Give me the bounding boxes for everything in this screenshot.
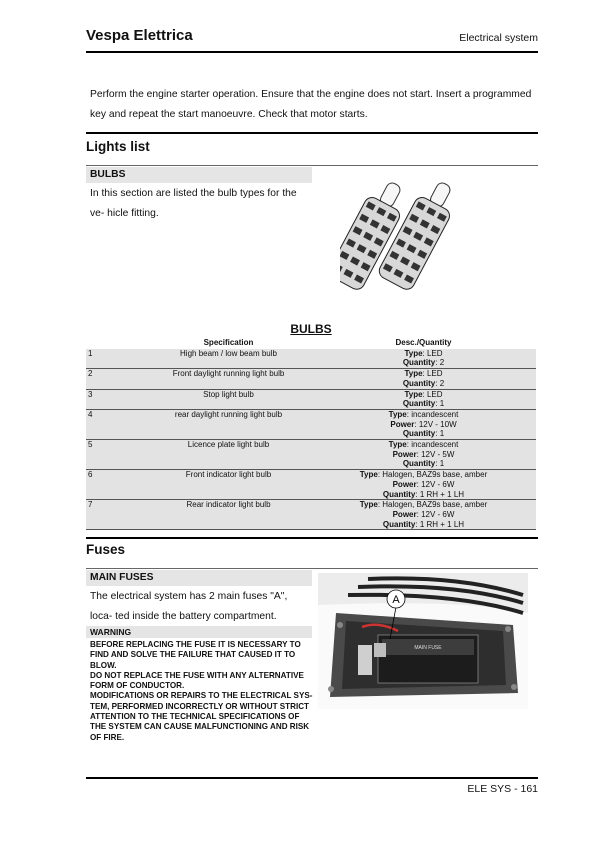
table-row <box>86 500 536 530</box>
desc-quantity-cell <box>311 369 536 389</box>
row-number: 6 <box>86 470 146 500</box>
desc-key: Power <box>392 479 417 489</box>
desc-value: Halogen, BAZ9s base, amber <box>382 470 488 480</box>
warning-line: BEFORE REPLACING THE FUSE IT IS NECESSARY TO <box>90 640 301 649</box>
row-number: 4 <box>86 409 146 439</box>
desc-key: Power <box>392 509 417 519</box>
desc-line: Type: LED <box>404 389 443 399</box>
desc-value: 12V - 6W <box>421 509 455 519</box>
warning-label: WARNING <box>86 626 312 638</box>
desc-key: Quantity <box>382 519 416 529</box>
specification-cell: rear daylight running light bulb <box>146 409 311 439</box>
desc-value: Halogen, BAZ9s base, amber <box>382 500 488 510</box>
specification-cell: High beam / low beam bulb <box>146 349 311 369</box>
column-header-desc-quantity: Desc./Quantity <box>395 338 452 347</box>
desc-key: Power <box>392 449 417 459</box>
desc-line: Quantity: 2 <box>402 378 445 388</box>
bulbs-table <box>86 337 536 530</box>
desc-value: 1 <box>439 399 445 409</box>
section-rule <box>86 132 538 134</box>
led-bulbs-image <box>340 178 470 308</box>
desc-key: Power <box>390 419 415 429</box>
specification-cell: Front indicator light bulb <box>146 470 311 500</box>
desc-value: 2 <box>439 358 445 368</box>
desc-quantity-cell <box>311 409 536 439</box>
table-row <box>86 389 536 409</box>
desc-key: Quantity <box>402 378 436 388</box>
warning-line: FIND AND SOLVE THE FAILURE THAT CAUSED IT TO <box>90 650 296 660</box>
main-fuses-subheading: MAIN FUSES <box>86 570 312 586</box>
header-rule <box>86 51 538 53</box>
desc-key: Type <box>404 389 423 399</box>
section-underline <box>86 568 538 569</box>
battery-compartment-image <box>318 573 528 709</box>
desc-value: LED <box>426 369 443 379</box>
warning-line: FORM OF CONDUCTOR. <box>90 681 185 691</box>
document-title: Vespa Elettrica <box>86 27 193 44</box>
warning-line: OF FIRE. <box>90 732 125 742</box>
row-number: 3 <box>86 389 146 409</box>
row-number: 1 <box>86 349 146 369</box>
desc-value: 1 <box>439 459 445 469</box>
desc-key: Type <box>359 470 378 480</box>
bulbs-subheading: BULBS <box>86 167 312 183</box>
callout-a-label: A <box>392 594 400 606</box>
desc-line: Quantity: 1 <box>402 429 445 439</box>
desc-value: LED <box>426 389 443 399</box>
desc-line: Quantity: 1 RH + 1 LH <box>382 489 465 499</box>
desc-quantity-cell <box>311 349 536 369</box>
table-row <box>86 440 536 470</box>
desc-line: Quantity: 1 <box>402 399 445 409</box>
desc-line: Type: Halogen, BAZ9s base, amber <box>359 470 488 480</box>
desc-line: Power: 12V - 10W <box>390 419 457 429</box>
fuses-heading: Fuses <box>86 542 126 557</box>
section-name: Electrical system <box>459 32 538 44</box>
desc-key: Quantity <box>402 399 436 409</box>
desc-line: Type: incandescent <box>388 409 459 419</box>
table-row <box>86 369 536 389</box>
desc-line: Type: LED <box>404 348 443 358</box>
desc-value: 1 RH + 1 LH <box>419 519 465 529</box>
desc-key: Quantity <box>402 459 436 469</box>
desc-line: Type: LED <box>404 369 443 379</box>
desc-line: Power: 12V - 6W <box>392 509 455 519</box>
desc-value: incandescent <box>411 409 459 419</box>
specification-cell: Rear indicator light bulb <box>146 500 311 530</box>
section-underline <box>86 165 538 166</box>
desc-line: Type: Halogen, BAZ9s base, amber <box>359 500 488 510</box>
table-row <box>86 349 536 369</box>
desc-value: 12V - 5W <box>421 449 455 459</box>
desc-quantity-cell <box>311 440 536 470</box>
bulbs-description: In this section are listed the bulb types for the ve- hicle fitting. <box>90 188 297 219</box>
desc-value: incandescent <box>411 440 459 450</box>
intro-paragraph: Perform the engine starter operation. Ensure that the engine does not start. Insert a programmed key and repeat the start manoeuvre. Check that motor starts. <box>90 89 532 120</box>
warning-line: ATTENTION TO THE TECHNICAL SPECIFICATIONS OF <box>90 712 300 722</box>
desc-line: Power: 12V - 6W <box>392 479 455 489</box>
section-rule <box>86 537 538 539</box>
desc-quantity-cell <box>311 470 536 500</box>
specification-cell: Licence plate light bulb <box>146 440 311 470</box>
desc-key: Type <box>388 409 407 419</box>
warning-line: BLOW. <box>90 660 117 670</box>
desc-line: Type: incandescent <box>388 440 459 450</box>
desc-value: 1 <box>439 429 445 439</box>
warning-text <box>90 640 314 743</box>
desc-value: 12V - 10W <box>418 419 457 429</box>
main-fuse-label: MAIN FUSE <box>414 645 442 651</box>
row-number: 2 <box>86 369 146 389</box>
desc-key: Type <box>359 500 378 510</box>
desc-key: Type <box>388 440 407 450</box>
table-row <box>86 409 536 439</box>
warning-line: DO NOT REPLACE THE FUSE WITH ANY ALTERNATIVE <box>90 670 304 680</box>
warning-line: MODIFICATIONS OR REPAIRS TO THE ELECTRICAL SYS- <box>90 691 313 701</box>
desc-value: 1 RH + 1 LH <box>419 489 465 499</box>
desc-quantity-cell <box>311 500 536 530</box>
desc-line: Quantity: 1 <box>402 459 445 469</box>
desc-value: LED <box>426 348 443 358</box>
footer-rule <box>86 777 538 779</box>
desc-key: Type <box>404 348 423 358</box>
warning-line: THE SYSTEM CAN CAUSE MALFUNCTIONING AND RISK <box>90 722 310 732</box>
lights-list-heading: Lights list <box>86 139 150 154</box>
bulbs-table-title: BULBS <box>290 322 332 336</box>
desc-line: Power: 12V - 5W <box>392 449 455 459</box>
specification-cell: Stop light bulb <box>146 389 311 409</box>
column-header-specification: Specification <box>203 338 254 347</box>
row-number: 7 <box>86 500 146 530</box>
desc-value: 2 <box>439 378 445 388</box>
main-fuses-description: The electrical system has 2 main fuses "A", loca- ted inside the battery compartment. <box>90 591 288 622</box>
desc-key: Type <box>404 369 423 379</box>
desc-key: Quantity <box>402 429 436 439</box>
warning-line: TEM, PERFORMED INCORRECTLY OR WITHOUT STRICT <box>90 701 309 711</box>
desc-key: Quantity <box>402 358 436 368</box>
row-number: 5 <box>86 440 146 470</box>
specification-cell: Front daylight running light bulb <box>146 369 311 389</box>
desc-line: Quantity: 2 <box>402 358 445 368</box>
table-row <box>86 470 536 500</box>
desc-line: Quantity: 1 RH + 1 LH <box>382 519 465 529</box>
desc-quantity-cell <box>311 389 536 409</box>
bulbs-table-body <box>86 349 536 530</box>
desc-key: Quantity <box>382 489 416 499</box>
desc-value: 12V - 6W <box>421 479 455 489</box>
page-number: ELE SYS - 161 <box>467 783 538 795</box>
